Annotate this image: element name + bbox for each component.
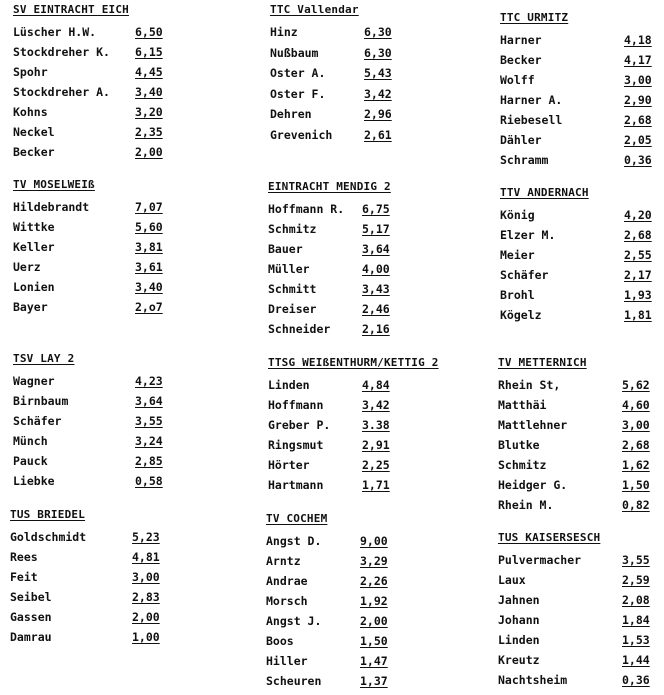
player-row (266, 674, 388, 694)
team-title: TV MOSELWEIß (13, 178, 95, 191)
player-value: 1,71 (362, 478, 390, 492)
player-value: 1,50 (622, 478, 650, 492)
player-row (266, 614, 388, 634)
player-value: 0,36 (624, 153, 652, 167)
player-row (500, 208, 652, 228)
player-value: 1,00 (132, 630, 160, 644)
player-value: 3,40 (135, 85, 163, 99)
player-value: 2,59 (622, 573, 650, 587)
player-row (270, 107, 392, 128)
player-name: Münch (13, 434, 48, 448)
player-name: Boos (266, 634, 294, 648)
player-value: 5,17 (362, 222, 390, 236)
player-value: 2,08 (622, 593, 650, 607)
player-value: 1,47 (360, 654, 388, 668)
player-value: 3.38 (362, 418, 390, 432)
player-row (266, 574, 388, 594)
team-title: SV EINTRACHT EICH (13, 3, 129, 16)
player-row (500, 248, 652, 268)
player-row (500, 288, 652, 308)
player-value: 2,68 (624, 113, 652, 127)
player-name: Hörter (268, 458, 310, 472)
player-row (266, 594, 388, 614)
player-value: 3,40 (135, 280, 163, 294)
player-row (498, 398, 650, 418)
player-row (10, 630, 160, 650)
player-name: Bayer (13, 300, 48, 314)
player-row (498, 673, 650, 693)
player-name: Linden (498, 633, 540, 647)
player-name: Seibel (10, 590, 52, 604)
player-row (10, 610, 160, 630)
player-name: Mattlehner (498, 418, 568, 432)
player-value: 3,55 (135, 414, 163, 428)
player-value: 6,30 (364, 45, 392, 60)
player-name: Pulvermacher (498, 553, 582, 567)
player-row (498, 613, 650, 633)
player-value: 2,46 (362, 302, 390, 316)
player-name: Laux (498, 573, 526, 587)
player-value: 2,90 (624, 93, 652, 107)
player-name: Nachtsheim (498, 673, 568, 687)
player-row (270, 127, 392, 149)
player-value: 6,50 (135, 25, 163, 39)
player-name: Becker (500, 53, 542, 67)
player-row (13, 220, 163, 240)
player-value: 0,82 (622, 498, 650, 512)
player-value: 2,00 (132, 610, 160, 624)
team-title: TTSG WEIßENTHURM/KETTIG 2 (268, 356, 439, 369)
player-row (13, 394, 163, 414)
player-row (498, 478, 650, 498)
player-name: Stockdreher K. (13, 45, 110, 59)
team-title: EINTRACHT MENDIG 2 (268, 180, 391, 193)
player-row (268, 202, 391, 222)
player-name: Rhein St, (498, 378, 561, 392)
team-block (270, 3, 392, 148)
player-row (266, 634, 388, 654)
player-name: Kögelz (500, 308, 542, 322)
player-value: 2,96 (364, 107, 392, 121)
player-row (13, 25, 163, 45)
player-name: Schmitz (498, 458, 547, 472)
player-value: 3,55 (622, 553, 650, 567)
player-name: Morsch (266, 594, 308, 608)
player-value: 2,17 (624, 268, 652, 282)
player-row (500, 93, 652, 113)
player-row (266, 534, 388, 554)
player-name: Elzer M. (500, 228, 556, 242)
player-name: Meier (500, 248, 535, 262)
team-title: TUS KAISERSESCH (498, 531, 601, 544)
player-name: Pauck (13, 454, 48, 468)
player-row (500, 308, 652, 328)
player-value: 2,68 (622, 438, 650, 452)
player-row (268, 302, 391, 322)
player-name: Schäfer (13, 414, 62, 428)
player-name: Wittke (13, 220, 55, 234)
player-value: 2,91 (362, 438, 390, 452)
player-value: 3,42 (362, 398, 390, 412)
player-value: 1,62 (622, 458, 650, 472)
player-name: Harner (500, 33, 542, 47)
player-row (498, 653, 650, 673)
player-value: 2,05 (624, 133, 652, 147)
player-value: 1,93 (624, 288, 652, 302)
player-row (266, 554, 388, 574)
player-value: 1,81 (624, 308, 652, 322)
player-name: Ringsmut (268, 438, 324, 452)
player-name: Schäfer (500, 268, 549, 282)
player-row (500, 53, 652, 73)
player-name: Johann (498, 613, 540, 627)
player-row (498, 418, 650, 438)
player-row (13, 105, 163, 125)
team-block (268, 356, 439, 498)
player-value: 3,43 (362, 282, 390, 296)
player-name: Goldschmidt (10, 530, 87, 544)
player-name: Liebke (13, 474, 55, 488)
player-row (13, 45, 163, 65)
player-row (500, 153, 652, 173)
player-name: Linden (268, 378, 310, 392)
player-name: Blutke (498, 438, 540, 452)
player-name: Becker (13, 145, 55, 159)
player-row (500, 228, 652, 248)
player-row (13, 474, 163, 494)
player-name: Riebesell (500, 113, 563, 127)
player-name: Angst J. (266, 614, 322, 628)
player-row (13, 260, 163, 280)
player-name: Harner A. (500, 93, 563, 107)
player-value: 4,17 (624, 53, 652, 67)
player-name: Schramm (500, 153, 549, 167)
player-row (10, 530, 160, 550)
team-block (13, 3, 163, 165)
player-value: 4,23 (135, 374, 163, 388)
player-value: 7,07 (135, 200, 163, 214)
player-value: 2,00 (135, 145, 163, 159)
player-name: Rees (10, 550, 38, 564)
player-value: 1,92 (360, 594, 388, 608)
player-value: 3,61 (135, 260, 163, 274)
player-row (268, 398, 439, 418)
player-row (270, 86, 392, 108)
player-value: 2,26 (360, 574, 388, 588)
player-name: Wolff (500, 73, 535, 87)
player-value: 9,00 (360, 534, 388, 548)
player-name: Lüscher H.W. (13, 25, 97, 39)
player-row (270, 66, 392, 87)
player-row (268, 438, 439, 458)
player-row (498, 553, 650, 573)
player-value: 2,55 (624, 248, 652, 262)
player-value: 5,23 (132, 530, 160, 544)
player-value: 2,68 (624, 228, 652, 242)
team-block (268, 180, 391, 342)
player-value: 4,20 (624, 208, 652, 222)
player-value: 3,00 (132, 570, 160, 584)
player-row (498, 498, 650, 518)
team-title: TSV LAY 2 (13, 352, 75, 365)
player-name: Heidger G. (498, 478, 568, 492)
player-row (268, 262, 391, 282)
player-value: 3,64 (135, 394, 163, 408)
player-name: Schmitz (268, 222, 317, 236)
player-row (500, 268, 652, 288)
player-value: 2,00 (360, 614, 388, 628)
player-value: 6,75 (362, 202, 390, 216)
player-value: 4,00 (362, 262, 390, 276)
player-name: Lonien (13, 280, 55, 294)
player-row (498, 438, 650, 458)
player-value: 0,58 (135, 474, 163, 488)
player-value: 1,44 (622, 653, 650, 667)
player-name: Scheuren (266, 674, 322, 688)
player-value: 3,00 (622, 418, 650, 432)
team-title: TV COCHEM (266, 512, 328, 525)
player-row (270, 25, 392, 46)
player-name: Rhein M. (498, 498, 554, 512)
player-value: 2,16 (362, 322, 390, 336)
player-name: Grevenich (270, 127, 333, 142)
player-row (10, 550, 160, 570)
player-row (13, 414, 163, 434)
player-name: Oster A. (270, 66, 326, 80)
player-name: Gassen (10, 610, 52, 624)
team-title: TTC URMITZ (500, 11, 569, 24)
player-row (498, 593, 650, 613)
player-value: 3,20 (135, 105, 163, 119)
player-name: Neckel (13, 125, 55, 139)
player-row (10, 570, 160, 590)
player-name: Birnbaum (13, 394, 69, 408)
player-value: 6,30 (364, 25, 392, 39)
player-name: Hildebrandt (13, 200, 90, 214)
team-block (500, 186, 652, 328)
player-row (13, 85, 163, 105)
player-name: Oster F. (270, 86, 326, 101)
player-name: Schmitt (268, 282, 317, 296)
player-name: Dreiser (268, 302, 317, 316)
player-value: 2,85 (135, 454, 163, 468)
player-name: König (500, 208, 535, 222)
player-value: 3,00 (624, 73, 652, 87)
player-value: 2,35 (135, 125, 163, 139)
player-row (13, 240, 163, 260)
player-value: 3,42 (364, 86, 392, 101)
player-value: 4,84 (362, 378, 390, 392)
player-name: Greber P. (268, 418, 331, 432)
player-name: Dähler (500, 133, 542, 147)
player-row (498, 573, 650, 593)
player-value: 4,60 (622, 398, 650, 412)
player-row (500, 73, 652, 93)
player-value: 1,53 (622, 633, 650, 647)
player-name: Hartmann (268, 478, 324, 492)
player-row (500, 33, 652, 53)
player-value: 4,45 (135, 65, 163, 79)
player-name: Stockdreher A. (13, 85, 110, 99)
player-name: Damrau (10, 630, 52, 644)
player-row (498, 458, 650, 478)
player-row (10, 590, 160, 610)
player-name: Arntz (266, 554, 301, 568)
player-row (13, 145, 163, 165)
player-value: 1,50 (360, 634, 388, 648)
player-row (268, 378, 439, 398)
player-value: 5,60 (135, 220, 163, 234)
player-row (13, 125, 163, 145)
player-value: 3,64 (362, 242, 390, 256)
player-row (13, 200, 163, 220)
player-name: Nußbaum (270, 45, 319, 60)
player-value: 3,24 (135, 434, 163, 448)
player-row (268, 478, 439, 498)
player-value: 3,81 (135, 240, 163, 254)
player-name: Müller (268, 262, 310, 276)
player-value: 5,43 (364, 66, 392, 80)
player-value: 6,15 (135, 45, 163, 59)
player-row (268, 242, 391, 262)
player-name: Dehren (270, 107, 312, 121)
player-name: Kreutz (498, 653, 540, 667)
player-value: 2,83 (132, 590, 160, 604)
player-name: Bauer (268, 242, 303, 256)
team-title: TUS BRIEDEL (10, 508, 86, 521)
player-value: 1,37 (360, 674, 388, 688)
player-row (270, 45, 392, 67)
player-value: 0,36 (622, 673, 650, 687)
player-name: Keller (13, 240, 55, 254)
team-title: TV METTERNICH (498, 356, 587, 369)
player-row (268, 322, 391, 342)
player-row (268, 418, 439, 438)
player-name: Hiller (266, 654, 308, 668)
player-row (13, 374, 163, 394)
player-name: Wagner (13, 374, 55, 388)
player-row (13, 65, 163, 85)
player-value: 1,84 (622, 613, 650, 627)
player-name: Brohl (500, 288, 535, 302)
player-name: Hoffmann (268, 398, 324, 412)
player-name: Hinz (270, 25, 298, 39)
player-name: Kohns (13, 105, 48, 119)
player-name: Matthäi (498, 398, 547, 412)
team-title: TTV ANDERNACH (500, 186, 589, 199)
team-block (10, 508, 160, 650)
player-value: 4,18 (624, 33, 652, 47)
player-value: 2,o7 (135, 300, 163, 314)
team-block (498, 531, 650, 693)
team-block (13, 352, 163, 494)
player-row (498, 378, 650, 398)
player-row (268, 222, 391, 242)
player-value: 2,61 (364, 127, 392, 142)
player-row (13, 434, 163, 454)
player-value: 4,81 (132, 550, 160, 564)
player-value: 2,25 (362, 458, 390, 472)
player-row (268, 458, 439, 478)
player-name: Andrae (266, 574, 308, 588)
player-row (500, 113, 652, 133)
player-name: Jahnen (498, 593, 540, 607)
player-row (13, 300, 163, 320)
team-block (266, 512, 388, 694)
player-name: Hoffmann R. (268, 202, 345, 216)
player-row (268, 282, 391, 302)
player-row (500, 133, 652, 153)
player-name: Spohr (13, 65, 48, 79)
player-value: 3,29 (360, 554, 388, 568)
player-name: Schneider (268, 322, 331, 336)
team-block (13, 178, 163, 320)
player-row (266, 654, 388, 674)
player-name: Feit (10, 570, 38, 584)
team-block (500, 11, 652, 173)
player-name: Uerz (13, 260, 41, 274)
player-value: 5,62 (622, 378, 650, 392)
player-row (13, 280, 163, 300)
player-row (13, 454, 163, 474)
team-title: TTC Vallendar (270, 3, 359, 16)
player-name: Angst D. (266, 534, 322, 548)
player-row (498, 633, 650, 653)
team-block (498, 356, 650, 518)
